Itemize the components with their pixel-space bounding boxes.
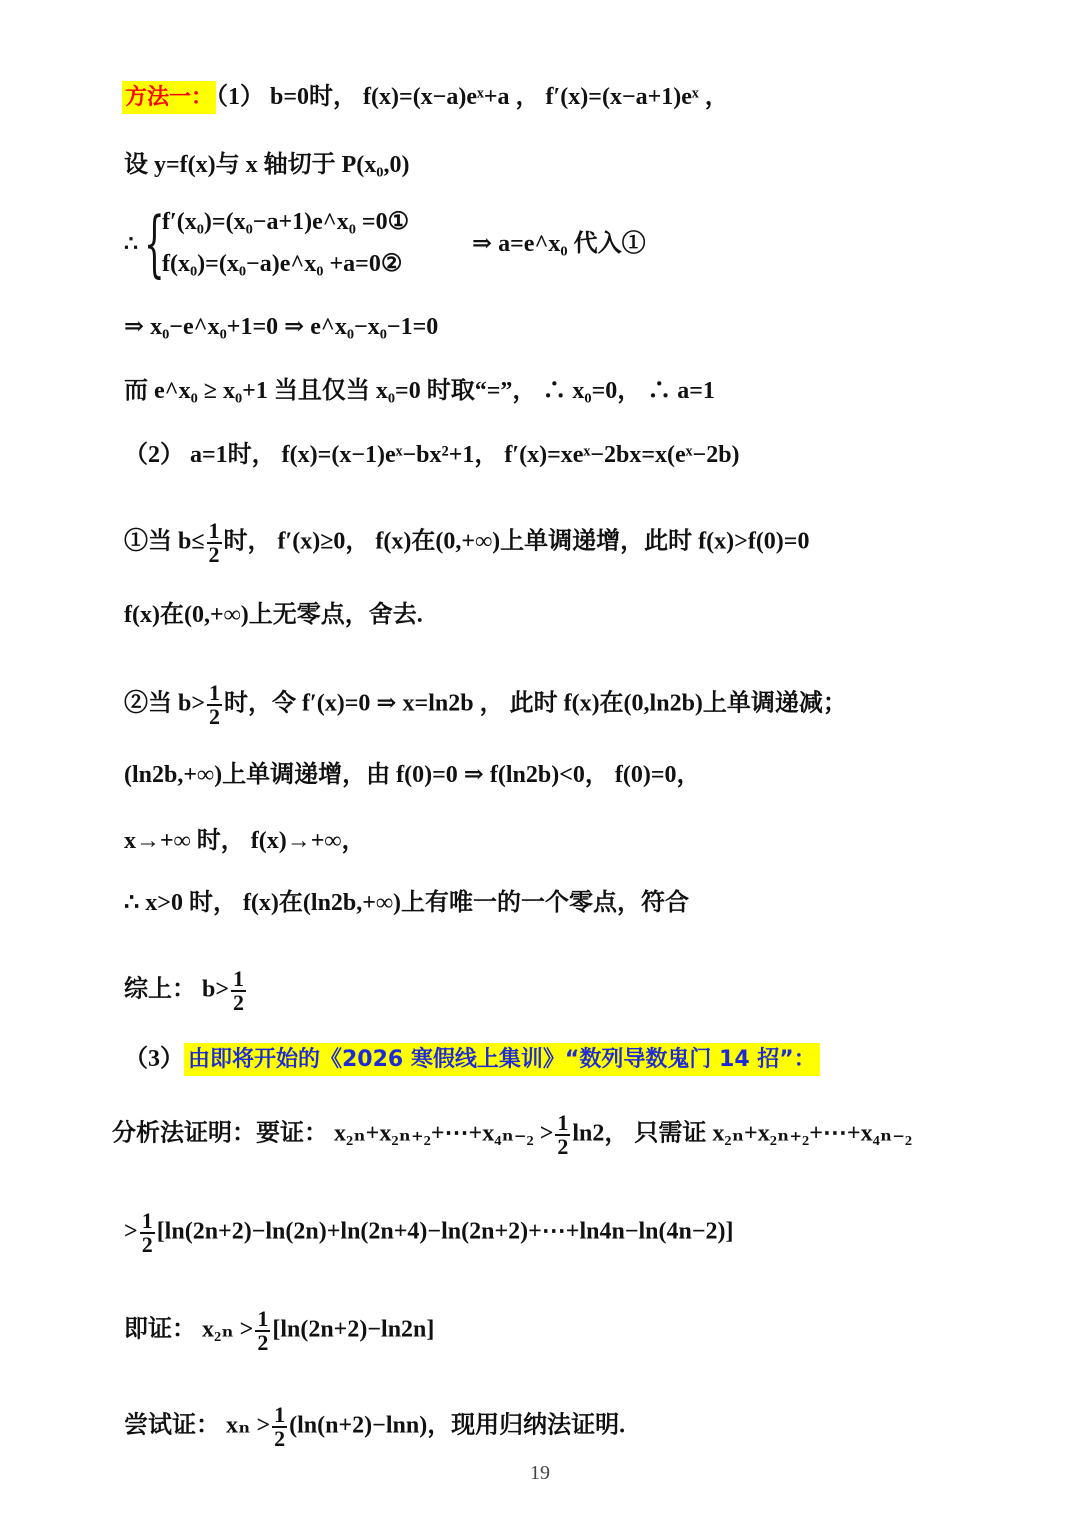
telescoping-sum-line	[124, 1210, 734, 1256]
fraction-one-half: $\frac{1}{2}$	[274, 1402, 286, 1451]
left-brace: {	[144, 201, 165, 285]
case-one-prefix: ①当 b≤	[124, 528, 205, 555]
case-two-line	[124, 682, 847, 728]
fraction-one-half: $\frac{1}{2}$	[209, 680, 221, 729]
limit-line: x→+∞ 时， f(x)→+∞，	[124, 828, 366, 854]
page-number: 19	[530, 1462, 550, 1484]
telescoping-text: [ln(2n+2)−ln(2n)+ln(2n+4)−ln(2n+2)+⋯+ln4n−ln(4n−2)]	[156, 1218, 734, 1245]
case-one-conclusion: f(x)在(0,+∞)上无零点，舍去.	[124, 602, 423, 628]
system-implication: ⇒ a=e^x₀ 代入①	[472, 231, 646, 257]
part2-condition: （2） a=1时， f(x)=(x−1)eˣ−bx²+1， f′(x)=xeˣ−2bx=x(eˣ−2b)	[124, 442, 740, 468]
telescoping-prefix: >	[124, 1218, 138, 1245]
equation-system	[124, 201, 646, 285]
system-equation-1: f′(x₀)=(x₀−a+1)e^x₀ =0①	[162, 209, 410, 235]
fraction-one-half: $\frac{1}{2}$	[257, 1306, 269, 1355]
attempt-prefix: 尝试证： xₙ >	[124, 1412, 271, 1439]
attempt-proof-line	[124, 1404, 625, 1450]
summary-line	[124, 968, 248, 1014]
part3-highlight: 由即将开始的《2026 寒假线上集训》“数列导数鬼门 14 招”：	[184, 1043, 820, 1076]
case-two-prefix: ②当 b>	[124, 690, 206, 717]
part1-line	[122, 82, 729, 113]
fraction-one-half: $\frac{1}{2}$	[141, 1208, 153, 1257]
analysis-text: ln2， 只需证 x₂ₙ+x₂ₙ₊₂+⋯+x₄ₙ₋₂	[572, 1120, 913, 1147]
derivation-line: ⇒ x₀−e^x₀+1=0 ⇒ e^x₀−x₀−1=0	[124, 314, 439, 340]
attempt-text: (ln(n+2)−lnn)，现用归纳法证明.	[289, 1412, 626, 1439]
fraction-one-half: $\frac{1}{2}$	[208, 518, 220, 567]
fraction-one-half: $\frac{1}{2}$	[557, 1110, 569, 1159]
case-two-increasing: (ln2b,+∞)上单调递增，由 f(0)=0 ⇒ f(ln2b)<0， f(0)=0，	[124, 762, 701, 788]
reduced-prefix: 即证： x₂ₙ >	[124, 1316, 254, 1343]
case-one-text: 时， f′(x)≥0， f(x)在(0,+∞)上单调递增，此时 f(x)>f(0)=0	[223, 528, 810, 555]
fraction-one-half: $\frac{1}{2}$	[233, 966, 245, 1015]
analysis-prefix: 分析法证明：要证： x₂ₙ+x₂ₙ₊₂+⋯+x₄ₙ₋₂ >	[112, 1120, 554, 1147]
unique-zero-line: ∴ x>0 时， f(x)在(ln2b,+∞)上有唯一的一个零点，符合	[124, 890, 690, 916]
tangent-setup: 设 y=f(x)与 x 轴切于 P(x₀,0)	[124, 152, 410, 178]
reduced-claim-line	[124, 1308, 434, 1354]
conclusion-a-equals-1: 而 e^x₀ ≥ x₀+1 当且仅当 x₀=0 时取“=”， ∴ x₀=0， ∴ a=1	[124, 378, 715, 404]
summary-prefix: 综上： b>	[124, 976, 230, 1003]
reduced-text: [ln(2n+2)−ln2n]	[272, 1316, 435, 1343]
part3-header	[124, 1044, 820, 1075]
part3-label: （3）	[124, 1046, 184, 1072]
system-equation-2: f(x₀)=(x₀−a)e^x₀ +a=0②	[162, 251, 403, 277]
method-one-label: 方法一：	[122, 81, 216, 114]
case-two-text: 时，令 f′(x)=0 ⇒ x=ln2b ， 此时 f(x)在(0,ln2b)上单调递减；	[224, 690, 847, 717]
analysis-proof-line	[112, 1112, 912, 1158]
case-one-line	[124, 520, 809, 566]
therefore-symbol: ∴	[124, 231, 138, 256]
part1-condition: （1） b=0时， f(x)=(x−a)eˣ+a ， f′(x)=(x−a+1)eˣ ，	[216, 84, 729, 110]
